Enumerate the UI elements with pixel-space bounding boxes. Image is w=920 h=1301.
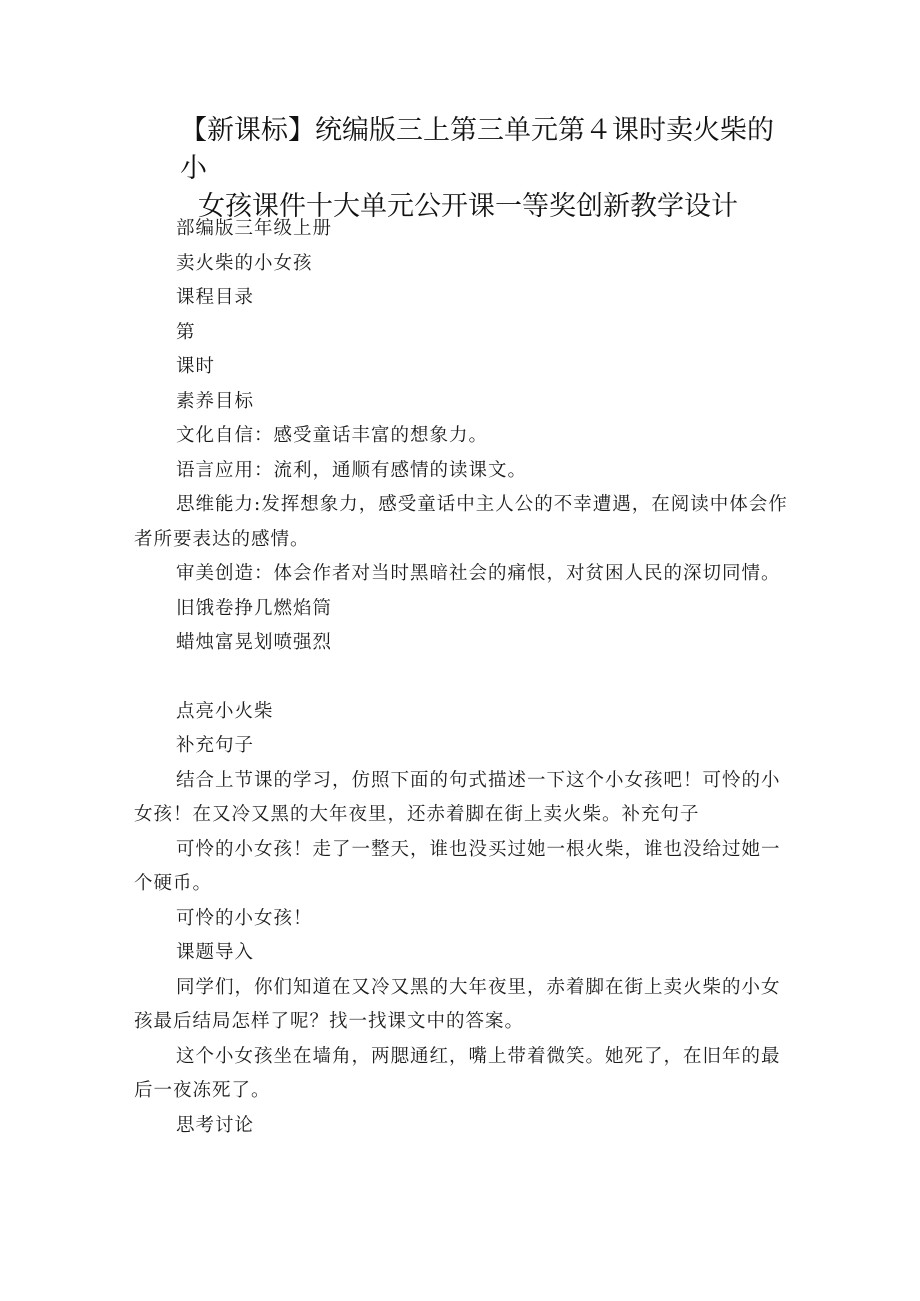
paragraph-goal-thinking: 思维能力:发挥想象力，感受童话中主人公的不幸遭遇，在阅读中体会作者所要表达的感情。 [134,494,788,550]
paragraph-vocab-2: 蜡烛富晃划喷强烈 [176,632,333,653]
paragraph-di: 第 [176,321,196,343]
paragraph-lesson-name: 卖火柴的小女孩 [176,252,313,274]
paragraph-goal-culture: 文化自信：感受童话丰富的想象力。 [176,425,489,446]
paragraph-poor-girl: 可怜的小女孩！ [176,907,313,929]
paragraph-answer: 这个小女孩坐在墙角，两腮通红，嘴上带着微笑。她死了，在旧年的最后一夜冻死了。 [134,1045,781,1101]
paragraph-keshi: 课时 [176,356,216,377]
paragraph-sentence-example: 可怜的小女孩！走了一整天，谁也没买过她一根火柴，谁也没给过她一个硬币。 [134,838,781,894]
document-body [134,212,794,1143]
paragraph-intro-question: 同学们，你们知道在又冷又黑的大年夜里，赤着脚在街上卖火柴的小女孩最后结局怎样了呢？找一找课文中的答案。 [134,976,781,1032]
paragraph-complete-sentence: 补充句子 [176,735,255,756]
paragraph-discussion: 思考讨论 [176,1114,255,1136]
title-line-2: 女孩课件十大单元公开课一等奖创新教学设计 [198,191,738,222]
spacer [134,661,794,695]
document-title [180,112,800,226]
paragraph-course-contents: 课程目录 [176,287,255,308]
paragraph-lesson-intro: 课题导入 [176,942,255,963]
paragraph-light-match: 点亮小火柴 [176,700,274,722]
paragraph-grade: 部编版三年级上册 [176,218,333,239]
paragraph-vocab-1: 旧饿卷挣几燃焰筒 [176,597,333,619]
title-line-1: 【新课标】统编版三上第三单元第４课时卖火柴的小 [180,115,774,184]
paragraph-literacy-goals: 素养目标 [176,390,255,412]
paragraph-sentence-task: 结合上节课的学习，仿照下面的句式描述一下这个小女孩吧！可怜的小女孩！在又冷又黑的大年夜里，还赤着脚在街上卖火柴。补充句子 [134,769,781,825]
paragraph-goal-language: 语言应用：流利，通顺有感情的读课文。 [176,459,528,481]
paragraph-goal-aesthetic: 审美创造：体会作者对当时黑暗社会的痛恨，对贫困人民的深切同情。 [176,563,781,584]
